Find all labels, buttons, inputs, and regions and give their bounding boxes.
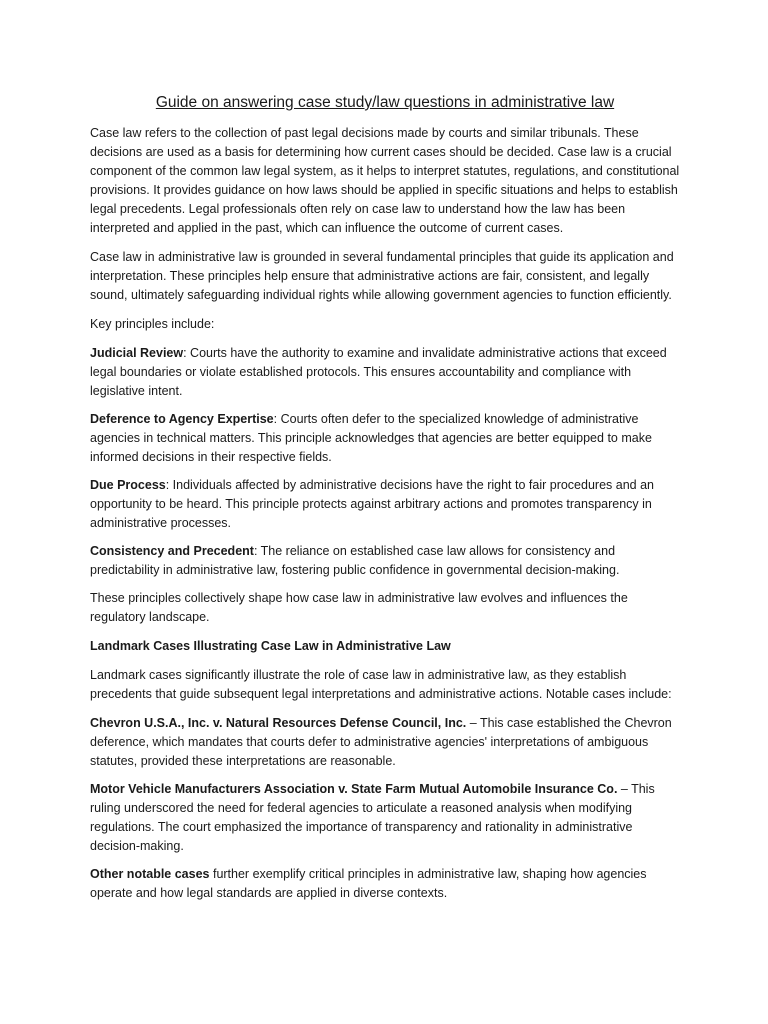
landmark-heading — [90, 637, 680, 656]
principle-judicial-review — [90, 344, 680, 401]
document-title: Guide on answering case study/law questions in administrative law — [155, 94, 615, 111]
case-text: – This ruling underscored the need for federal agencies to articulate a reasoned analysis when modifying regulations. The court emphasized the importance of transparency and rationality in administrative decision-making. — [90, 782, 655, 853]
principle-text: : Courts have the authority to examine and invalidate administrative actions that exceed legal boundaries or violate established protocols. This ensures accountability and compliance with legislative intent. — [90, 346, 667, 398]
principle-term: Due Process — [90, 478, 166, 492]
principle-deference — [90, 410, 680, 467]
landmark-intro: Landmark cases significantly illustrate the role of case law in administrative law, as they establish precedents that guide subsequent legal interpretations and administrative actions. Notable cases include: — [90, 668, 672, 701]
grounding-paragraph: Case law in administrative law is grounded in several fundamental principles that guide its application and interpretation. These principles help ensure that administrative actions are fair, consistent, and legally sound, ultimately safeguarding individual rights while allowing government agencies to function efficiently. — [90, 250, 674, 302]
principle-consistency — [90, 542, 680, 580]
principle-text: : Courts often defer to the specialized knowledge of administrative agencies in technical matters. This principle acknowledges that agencies are better equipped to make informed decisions in their respective fields. — [90, 412, 652, 464]
case-text: further exemplify critical principles in administrative law, shaping how agencies operate and how legal standards are applied in diverse contexts. — [90, 867, 647, 900]
principle-term: Judicial Review — [90, 346, 184, 360]
principles-summary: These principles collectively shape how case law in administrative law evolves and influences the regulatory landscape. — [90, 591, 628, 624]
landmark-heading-text: Landmark Cases Illustrating Case Law in Administrative Law — [90, 639, 451, 653]
principle-term: Consistency and Precedent — [90, 544, 254, 558]
case-chevron — [90, 714, 680, 771]
principle-term: Deference to Agency Expertise — [90, 412, 274, 426]
principle-due-process — [90, 476, 680, 533]
case-text: – This case established the Chevron deference, which mandates that courts defer to administrative agencies' interpretations of ambiguous statutes, provided these interpretations are reasonable. — [90, 716, 672, 768]
case-name: Other notable cases — [90, 867, 210, 881]
case-other-notable — [90, 865, 680, 903]
case-name: Chevron U.S.A., Inc. v. Natural Resources Defense Council, Inc. — [90, 716, 467, 730]
case-name: Motor Vehicle Manufacturers Association v. State Farm Mutual Automobile Insurance Co. — [90, 782, 618, 796]
intro-paragraph: Case law refers to the collection of past legal decisions made by courts and similar tribunals. These decisions are used as a basis for determining how current cases should be decided. Case law is a crucial component of the common law legal system, as it helps to interpret statutes, regulations, and constitutional provisions. It provides guidance on how laws should be applied in specific situations and helps to establish legal precedents. Legal professionals often rely on case law to understand how the law has been interpreted and applied in the past, which can influence the outcome of current cases. — [90, 126, 680, 235]
principle-text: : Individuals affected by administrative decisions have the right to fair procedures and an opportunity to be heard. This principle protects against arbitrary actions and promotes transparency in administrative processes. — [90, 478, 654, 530]
principle-text: : The reliance on established case law allows for consistency and predictability in administrative law, fostering public confidence in governmental decision-making. — [90, 544, 620, 577]
case-state-farm — [90, 780, 680, 856]
key-principles-intro: Key principles include: — [90, 317, 215, 331]
